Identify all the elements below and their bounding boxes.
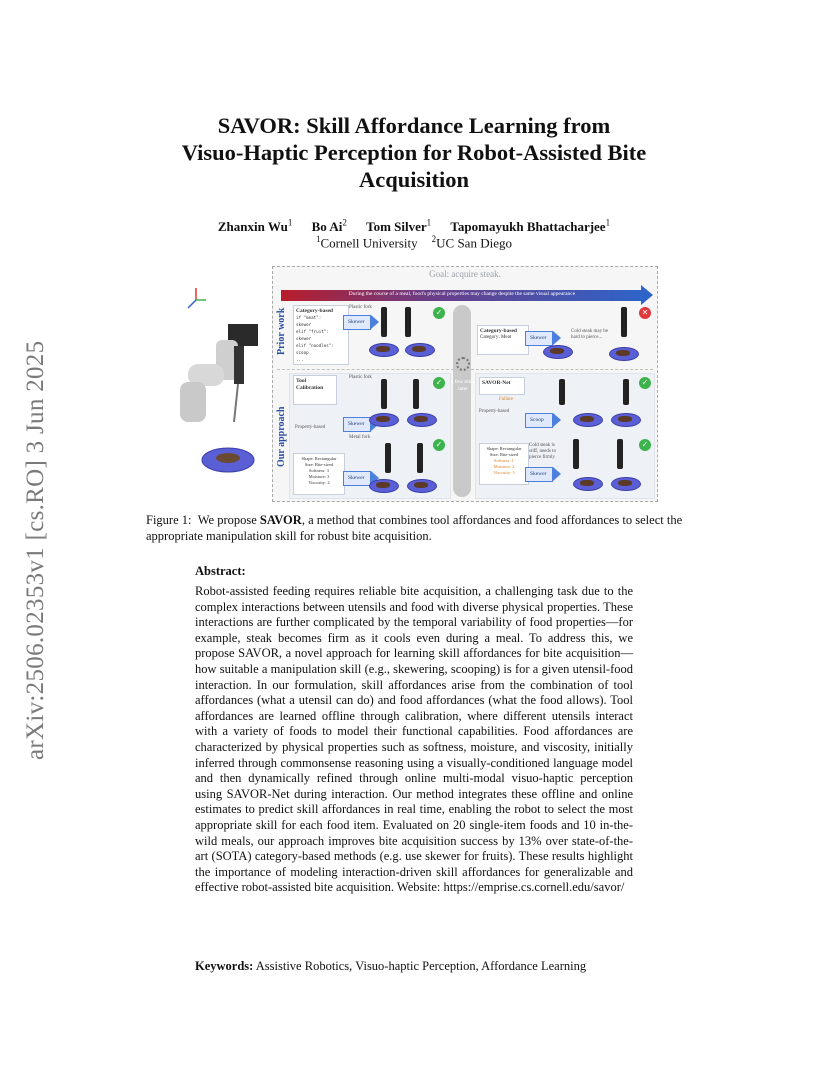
plastic-fork-label: Plastic fork xyxy=(349,375,372,380)
robot-gripper xyxy=(405,307,411,337)
property-based-label: Property-based xyxy=(295,425,326,430)
author: Tapomayukh Bhattacharjee$^1$ xyxy=(450,218,611,235)
food-item xyxy=(618,416,632,422)
robot-gripper xyxy=(381,307,387,337)
abstract-heading: Abstract: xyxy=(195,564,246,578)
robot-gripper xyxy=(417,443,423,473)
category-meat-box: Category-based Category: Meat xyxy=(477,325,529,355)
check-icon: ✓ xyxy=(433,439,445,451)
goal-text: Goal: acquire steak. xyxy=(429,269,501,279)
abstract-body: Robot-assisted feeding requires reliable bite acquisition, a challenging task due to the complex interactions between utensils and food with diverse physical properties. These interactions are further complicated by the temporal variability of food properties—for example, steak becomes firm as it cools even during a meal. To address this, we propose SAVOR, a novel approach for learning skill affordances for bite acquisition—how suitable a manipulation skill (e.g., skewering, scooping) is for a given utensil-food interaction. In our formulation, skill affordances arise from the combination of tool affordances (what a utensil can do) and food affordances (what the food allows). Tool affordances are learned offline through calibration, where different utensils interact with a variety of foods to model their functional capabilities. Food affordances are characterized by physical properties such as softness, moisture, and viscosity, initially inferred through commonsense reasoning using a visually-conditioned language model and then dynamically refined through online multi-modal visuo-haptic perception using SAVOR-Net during interaction. Our method integrates these offline and online estimates to predict skill affordances in real time, enabling the robot to select the most appropriate skill for each food item. Evaluated on 20 single-item foods and 10 in-the-wild meals, our approach improves bite acquisition success by 13% over state-of-the-art (SOTA) category-based methods (e.g. use skewer for fruits). These results highlight the importance of modeling interaction-driven skill affordances for generalizable and effective robot-assisted bite acquisition. Website: https://emprise.cs.cornell.edu/savor/ xyxy=(195,584,633,895)
skill-scoop: Scoop xyxy=(525,413,553,428)
savor-net-box: SAVOR-Net xyxy=(479,377,525,395)
food-item xyxy=(550,348,564,354)
pierce-note: Cold steak is stiff, needs to pierce firmly xyxy=(529,443,556,460)
robot-gripper xyxy=(381,379,387,409)
skill-skewer: Skewer xyxy=(525,467,553,482)
failure-label: Failure xyxy=(499,397,514,402)
time-gap-text: a few mins later xyxy=(450,379,476,392)
robot-gripper xyxy=(385,443,391,473)
food-item xyxy=(376,416,390,422)
figure-caption: Figure 1: We propose SAVOR, a method that combines tool affordances and food affordances to select the appropriate manipulation skill for robust bite acquisition. xyxy=(146,513,683,543)
skill-skewer: Skewer xyxy=(343,471,371,486)
cold-steak-note: Cold steak may be hard to pierce... xyxy=(571,329,609,340)
keywords: Keywords: Assistive Robotics, Visuo-haptic Perception, Affordance Learning xyxy=(195,959,587,973)
time-gap-pill xyxy=(453,305,471,497)
title-line: SAVOR: Skill Affordance Learning from xyxy=(217,113,611,138)
plastic-fork-label: Plastic fork xyxy=(349,305,372,310)
arxiv-side-stamp: arXiv:2506.02353v1 [cs.RO] 3 Jun 2025 xyxy=(22,340,49,760)
food-item xyxy=(580,416,594,422)
skill-skewer: Skewer xyxy=(343,315,371,330)
timeline-arrow-text: During the course of a meal, food's physical properties may change despite the same visual appearance xyxy=(348,291,576,297)
food-item xyxy=(618,480,632,486)
author-list xyxy=(0,218,828,235)
food-properties-left: Shape: Rectangular Size: Bite-sized Softness: 3 Moisture: 3 Viscosity: 2 xyxy=(293,453,345,495)
robot-gripper xyxy=(573,439,579,469)
affiliations: $^1$Cornell University $^2$UC San Diego xyxy=(316,234,512,251)
robot-arm-illustration xyxy=(172,282,276,502)
robot-gripper xyxy=(617,439,623,469)
food-item xyxy=(412,346,426,352)
tool-calibration-box: Tool Calibration xyxy=(293,375,337,405)
row-label-prior: Prior work xyxy=(276,307,287,355)
spinner-icon xyxy=(456,357,470,371)
author: Bo Ai$^2$ xyxy=(311,218,347,235)
check-icon: ✓ xyxy=(639,377,651,389)
skill-skewer: Skewer xyxy=(343,417,371,432)
food-item xyxy=(414,482,428,488)
category-rules-box: Category-based if "meat": skewer elif "fruit": skewer elif "noodles": scoop ... xyxy=(293,305,349,365)
author: Zhanxin Wu$^1$ xyxy=(217,218,293,235)
xyz-axes-icon xyxy=(188,288,206,308)
food-properties-right: Shape: Rectangular Size: Bite-sized Softness: 1 Moisture: 2 Viscosity: 3 xyxy=(479,443,529,485)
robot-gripper xyxy=(413,379,419,409)
robot-gripper xyxy=(623,379,629,405)
check-icon: ✓ xyxy=(433,307,445,319)
robot-gripper xyxy=(621,307,627,337)
paper-title xyxy=(150,112,678,193)
food-item xyxy=(414,416,428,422)
cross-icon: ✕ xyxy=(639,307,651,319)
metal-fork-label: Metal fork xyxy=(349,435,371,440)
author: Tom Silver$^1$ xyxy=(366,218,432,235)
check-icon: ✓ xyxy=(639,439,651,451)
title-line: Visuo-Haptic Perception for Robot-Assisted Bite xyxy=(181,140,647,165)
check-icon: ✓ xyxy=(433,377,445,389)
figure-panel xyxy=(272,266,658,502)
food-item xyxy=(376,482,390,488)
robot-gripper xyxy=(559,379,565,405)
skill-skewer: Skewer xyxy=(525,331,553,346)
food-item xyxy=(616,350,630,356)
food-item xyxy=(580,480,594,486)
title-line: Acquisition xyxy=(358,167,470,192)
figure-1 xyxy=(172,262,658,502)
row-label-ours: Our approach xyxy=(276,406,287,467)
property-based-label: Property-based xyxy=(479,409,510,414)
food-item xyxy=(376,346,390,352)
